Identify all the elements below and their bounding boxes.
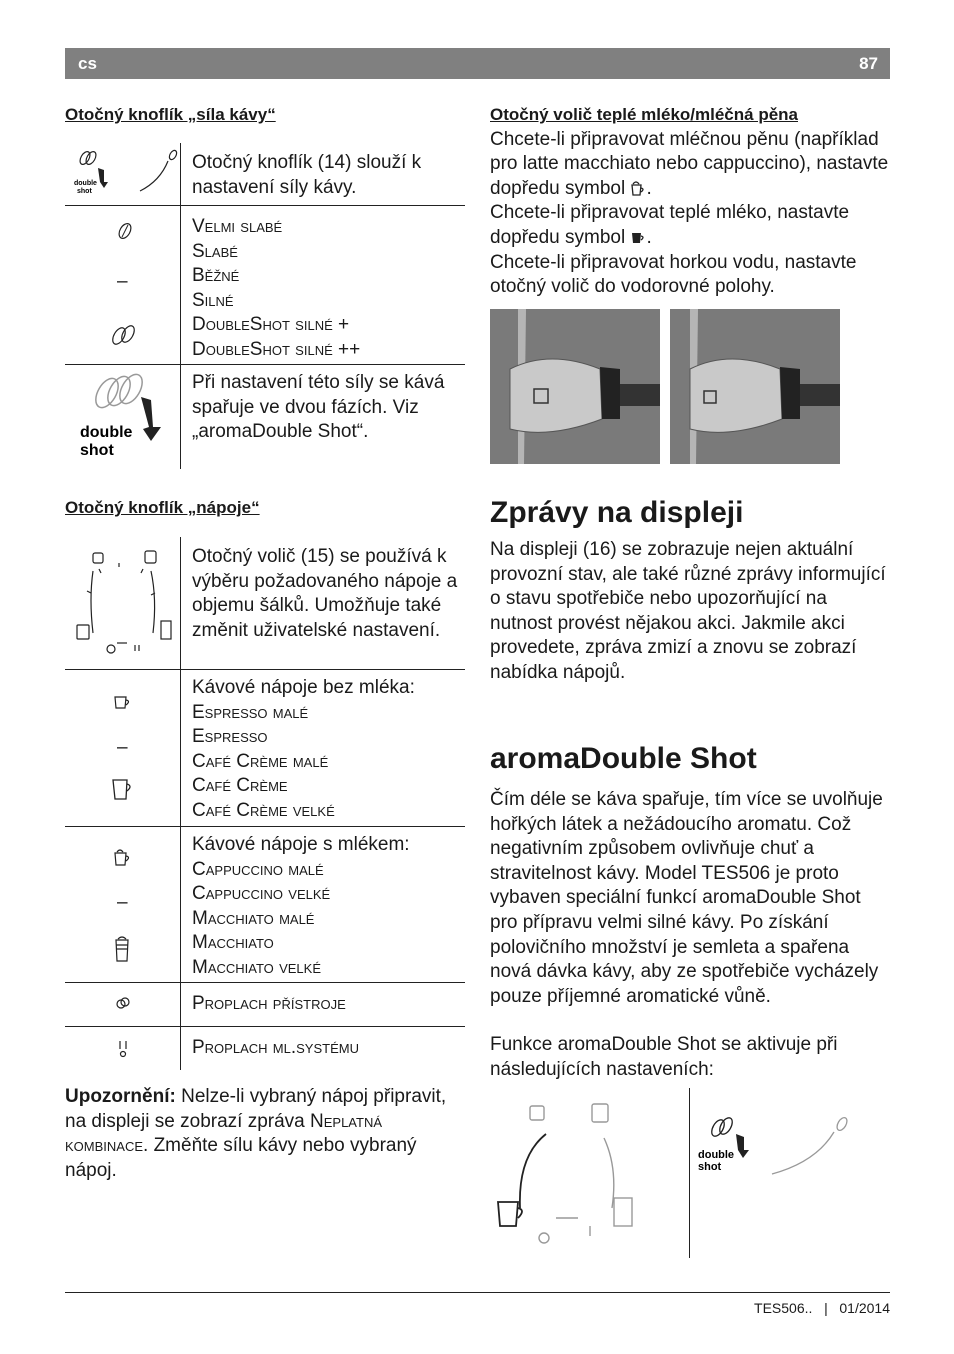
strength-level: DoubleShot silné + [192, 314, 350, 336]
bean-weak-icon [115, 220, 135, 242]
milk-frother-photo-warm [670, 309, 840, 464]
note: Upozornění: Nelze-li vybraný nápoj připravit, na displeji se zobrazí zpráva Neplatná kombinace. Změňte sílu kávy nebo vybraný nápoj. [65, 1086, 447, 1181]
strength-level: DoubleShot silné ++ [192, 338, 361, 360]
drink-option: Café Crème velké [192, 799, 335, 821]
aroma-section [490, 742, 890, 1083]
aroma-strength-dial-icon [696, 1112, 856, 1182]
cappuccino-icon [113, 847, 133, 867]
svg-text:shot: shot [698, 1161, 722, 1173]
rinse-option: Proplach přístroje [192, 993, 346, 1014]
aroma-text: Čím déle se káva spařuje, tím více se uvolňuje hořkých látek a nežádoucího aromatu. Což negativním způsobem ovlivňuje chuť a stravitelnost kávy. Model TES506 je proto vybaven speciální funkcí aromaDouble Shot pro přípravu velmi silné kávy. Po získání polovičního množství je semleta a spařena nová dávka kávy, aby ze spotřebiče vycházely pouze příjemné aromatické vůně. [490, 789, 883, 1007]
drinks-table [65, 537, 465, 1070]
svg-text:double: double [80, 424, 133, 441]
milk-section: Otočný volič teplé mléko/mléčná pěna Chcete-li připravovat mléčnou pěnu (například pro latte macchiato nebo cappuccino), nastavte dopředu symbol . Chcete-li připravovat teplé mléko, nastavte dopředu symbol . Chcete-li připravovat horkou vodu, nastavte otočný volič do vodorovné polohy. [490, 103, 890, 300]
drink-option: Macchiato velké [192, 956, 321, 978]
strength-table [65, 143, 465, 469]
svg-text:shot: shot [80, 442, 114, 459]
drink-option: Macchiato [192, 932, 274, 954]
macchiato-icon [113, 935, 131, 963]
milk-foam-text: Chcete-li připravovat mléčnou pěnu (například pro latte macchiato nebo cappuccino), nastavte dopředu symbol [490, 128, 889, 199]
note-label: Upozornění: [65, 1086, 176, 1107]
dash-mark: – [117, 892, 128, 913]
strength-dial-icon [70, 146, 180, 196]
hot-water-text: Chcete-li připravovat horkou vodu, nastavte otočný volič do vodorovné polohy. [490, 251, 857, 298]
page-number: 87 [859, 54, 878, 73]
display-title: Zprávy na displeji [490, 496, 744, 529]
invalid-combination-message: Neplatná kombinace [65, 1110, 383, 1157]
drink-option: Café Crème [192, 775, 288, 797]
footer-rule [65, 1292, 890, 1293]
footer-text: TES506.. | 01/2014 [754, 1300, 890, 1316]
cup-large-icon [111, 778, 135, 802]
page-header [65, 48, 890, 79]
strength-level: Velmi slabé [192, 216, 283, 237]
warm-milk-text: Chcete-li připravovat teplé mléko, nastavte dopředu symbol [490, 202, 850, 248]
diagram-divider [689, 1088, 690, 1258]
display-section [490, 496, 890, 686]
drink-option: Cappuccino malé [192, 858, 324, 880]
strength-intro: Otočný knoflík (14) slouží k nastavení síly kávy. [192, 152, 422, 198]
foam-cup-icon [630, 180, 646, 196]
bean-strong-icon [109, 322, 139, 348]
drink-option: Espresso [192, 726, 268, 748]
drink-option: Espresso malé [192, 701, 309, 723]
milk-heading: Otočný volič teplé mléko/mléčná pěna [490, 105, 798, 124]
cup-small-icon [113, 694, 133, 712]
drinks-heading: Otočný knoflík „nápoje“ [65, 498, 260, 517]
aroma-activation-text: Funkce aromaDouble Shot se aktivuje při následujících nastaveních: [490, 1034, 838, 1080]
strength-level: Silné [192, 289, 234, 311]
milk-title: Kávové nápoje s mlékem: [192, 834, 410, 855]
double-shot-text: Při nastavení této síly se kává spařuje ve dvou fázích. Viz „aromaDouble Shot“. [192, 372, 445, 443]
display-text: Na displeji (16) se zobrazuje nejen aktuální provozní stav, ale také různé zprávy informující o stavu spotřebiče nebo upozorňující na nutnost provést nějakou akci. Jakmile akci provedete, zpráva zmizí a znovu se zobrazí nabídka nápojů. [490, 539, 886, 683]
aroma-title: aromaDouble Shot [490, 742, 757, 775]
svg-text:shot: shot [77, 188, 92, 195]
drink-option: Macchiato malé [192, 907, 315, 929]
milk-cup-icon [630, 229, 646, 245]
svg-text:double: double [698, 1149, 735, 1161]
rinse-milk-icon [117, 1039, 129, 1059]
strength-level: Slabé [192, 240, 238, 262]
aroma-drink-dial-icon [494, 1098, 644, 1258]
drink-option: Cappuccino velké [192, 883, 331, 905]
double-shot-icon [79, 373, 165, 463]
language-code: cs [78, 54, 97, 73]
milk-frother-photo-foam [490, 309, 660, 464]
svg-text:double: double [74, 180, 97, 187]
no-milk-title: Kávové nápoje bez mléka: [192, 677, 415, 698]
drinks-intro: Otočný volič (15) se používá k výběru požadovaného nápoje a objemu šálků. Umožňuje také změnit uživatelské nastavení. [192, 546, 458, 641]
strength-heading: Otočný knoflík „síla kávy“ [65, 105, 276, 124]
dash-mark: – [117, 271, 128, 292]
strength-level: Běžné [192, 265, 240, 287]
drink-dial-icon [71, 549, 175, 661]
drink-option: Café Crème malé [192, 750, 329, 772]
rinse-milk-option: Proplach ml.systému [192, 1037, 359, 1058]
rinse-icon [115, 995, 131, 1011]
dash-mark: – [117, 737, 128, 758]
